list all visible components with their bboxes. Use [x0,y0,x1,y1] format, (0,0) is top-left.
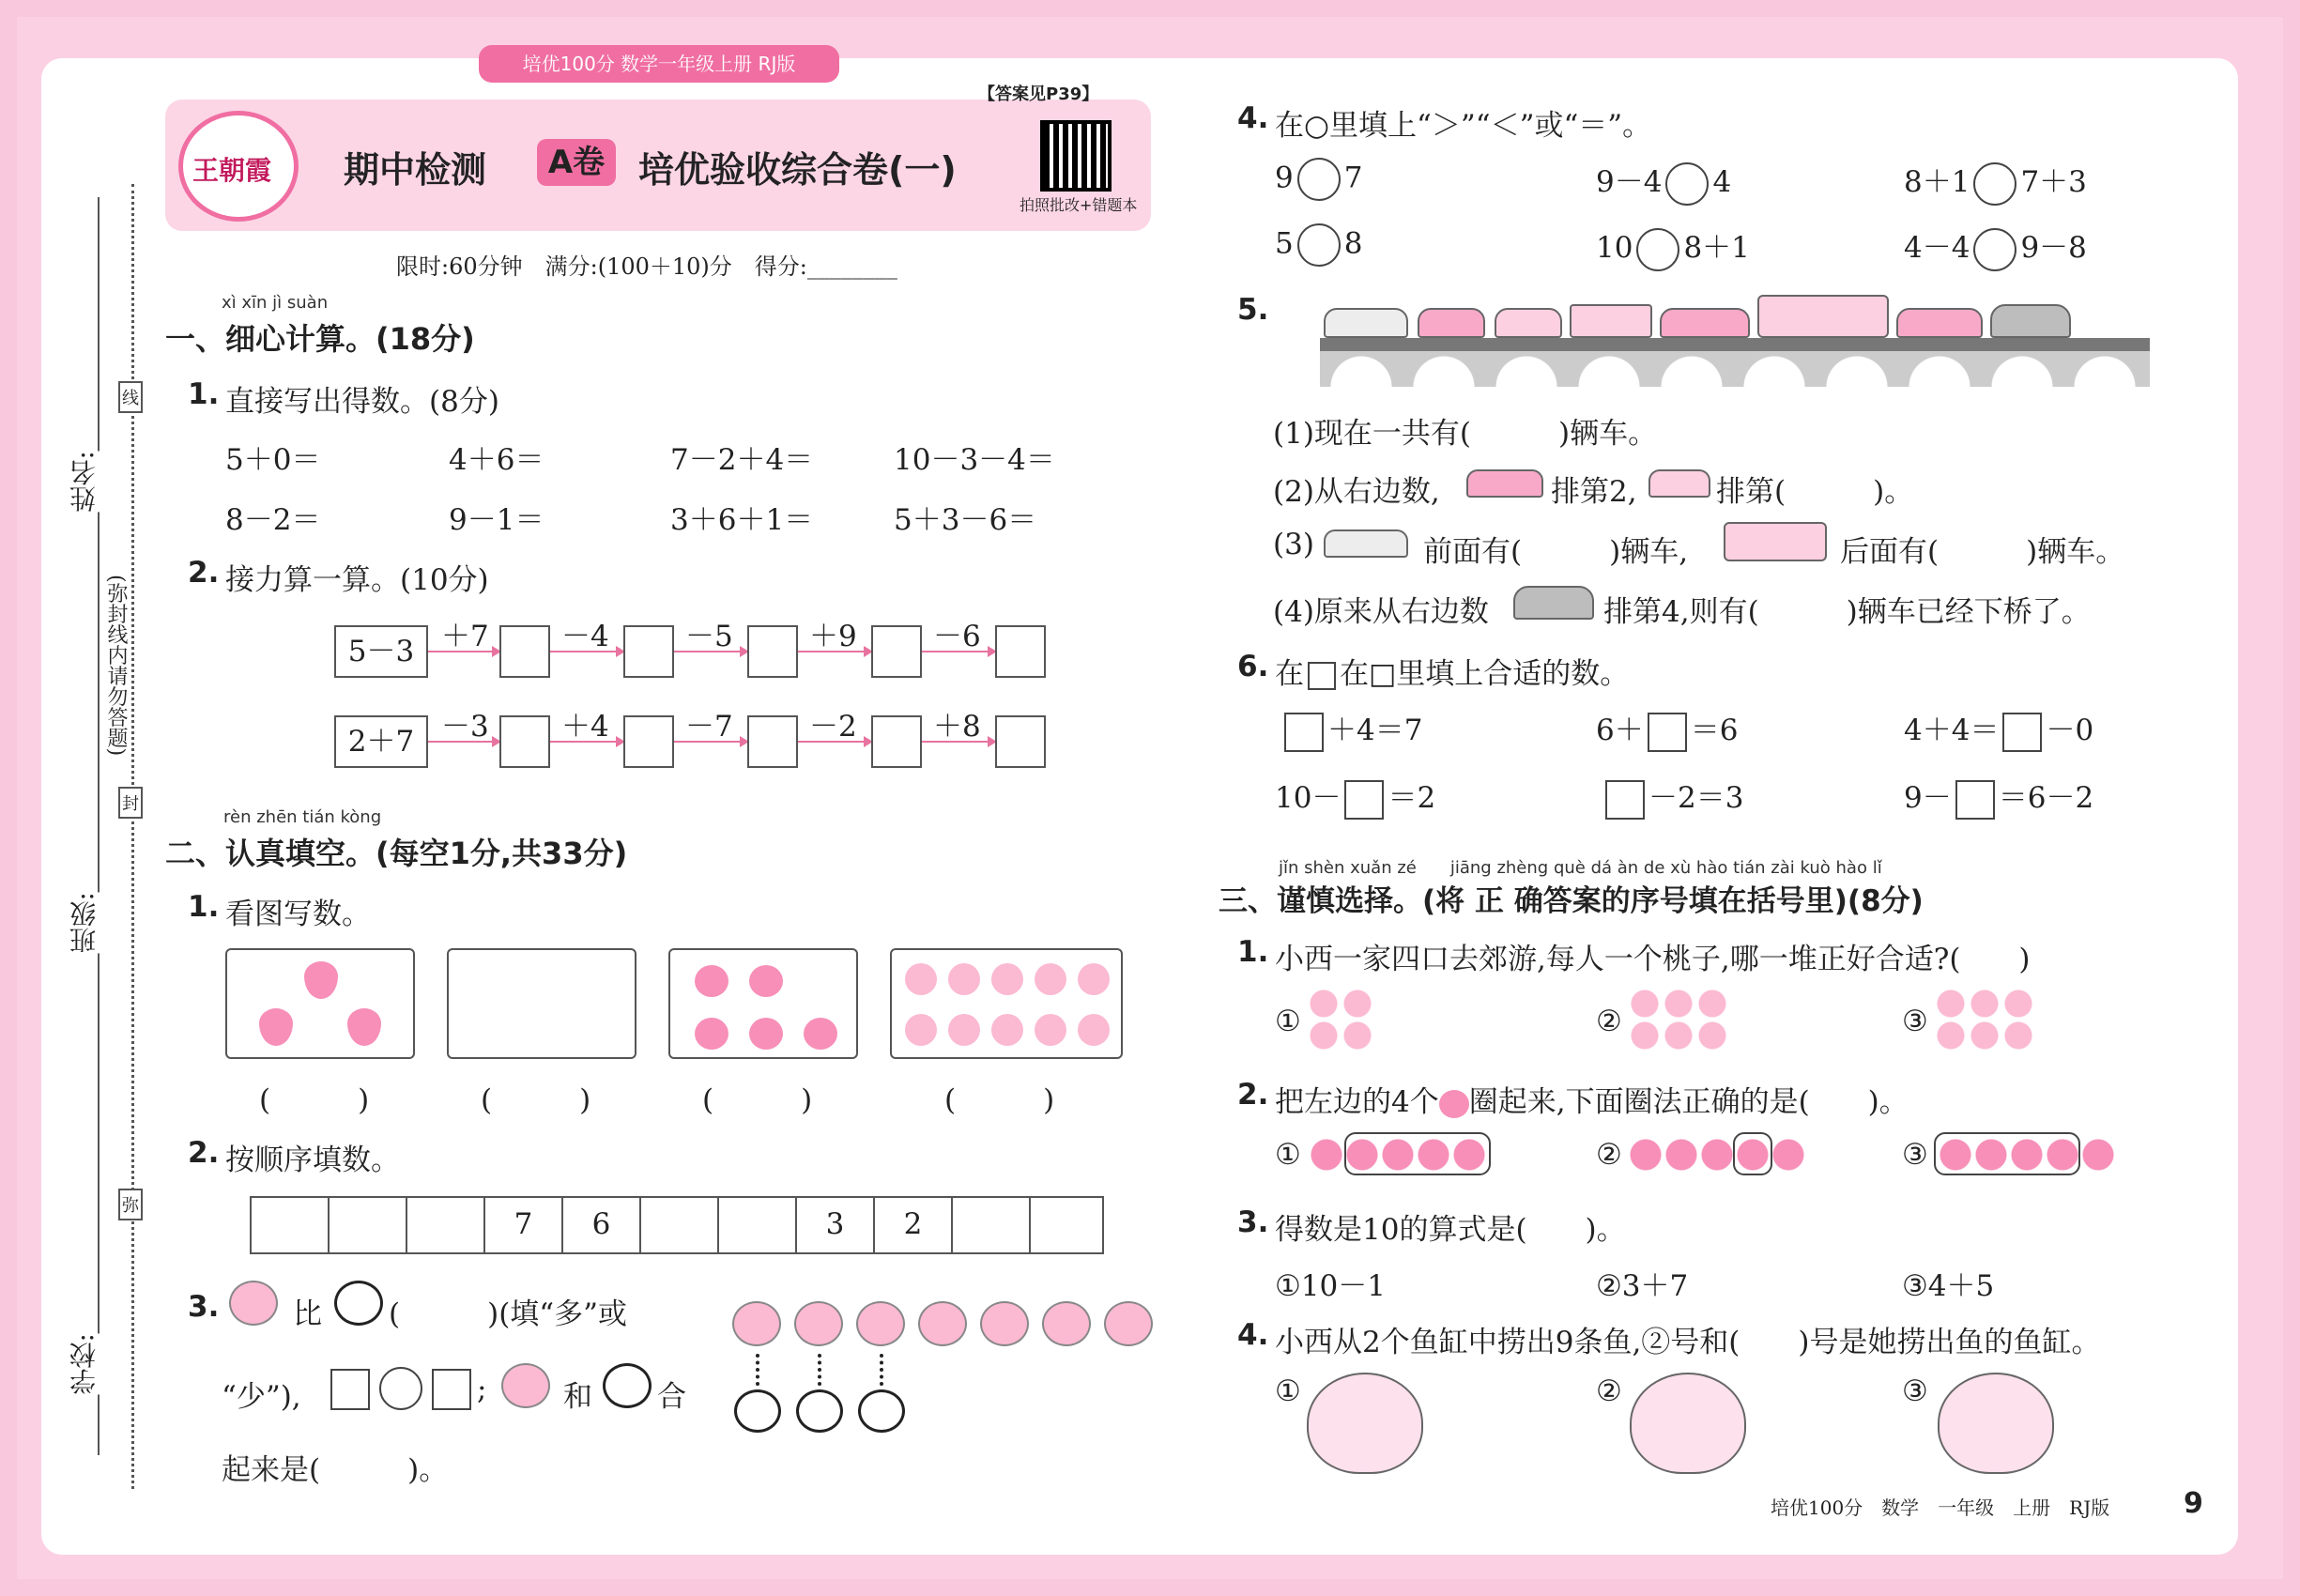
panda-icon [334,1281,383,1326]
fill-expr: ＝6－2 [1998,781,2094,815]
compare-item [1275,223,1362,267]
light-pink-car-icon [1648,469,1710,498]
logo-text: 王朝霞 [192,155,272,186]
chain2-op: －7 [685,710,733,744]
title-main: 期中检测 [344,149,487,191]
bridge-arches [1320,351,2150,387]
fill-expr: －2＝3 [1648,781,1744,815]
compare-item [1596,158,1731,206]
apple-icon [804,1018,837,1050]
school-label: 学校: [66,1333,103,1394]
r-q4-text: 在○里填上“＞”“＜”或“＝”。 [1275,109,1652,143]
c1-num: 1. [1237,935,1269,969]
compare-right: 7 [1343,161,1363,195]
chain2-answer-box[interactable] [747,715,798,768]
sequence-cell[interactable] [641,1198,719,1252]
chain2-op: －3 [441,710,489,744]
q5-sub3c: 后面有( )辆车。 [1840,535,2125,569]
margin-line-left [98,197,100,1455]
fill-expr: ＝6 [1690,714,1739,747]
chain1-op: －4 [561,620,609,653]
option-label[interactable]: ② [1596,1005,1622,1038]
pig-icon [794,1301,843,1346]
chain1-op: ＋7 [441,620,489,653]
compare-right: 4 [1712,165,1732,199]
sec3-title: 三、谨慎选择。(将 正 确答案的序号填在括号里)(8分) [1219,884,1924,918]
compare-right: 8＋1 [1683,231,1750,265]
peach-pile-icon [1307,988,1374,1051]
fill-expr: 9－ [1904,781,1952,815]
peach-icon [1078,1014,1110,1046]
picture-box-peaches [890,948,1123,1059]
fill-item [1280,706,1422,752]
fish-bowl-icon [1307,1373,1423,1474]
calc-item: 9－1＝ [449,503,544,537]
selection-ring [1733,1132,1772,1175]
sequence-cell[interactable] [719,1198,797,1252]
apple-icon [695,1018,728,1050]
compare-right: 7＋3 [2020,165,2087,199]
compare-circle[interactable] [1973,162,2016,206]
compare-item [1904,223,2087,271]
fill-expr: 6＋ [1596,714,1644,747]
peach-icon [1078,963,1110,995]
strawberry-icon [259,1008,293,1046]
peach-pile-icon [1934,988,2035,1051]
calc-item: 5＋3－6＝ [894,503,1037,537]
compare-left: 4－4 [1904,231,1970,265]
chain1-answer-box[interactable] [623,625,674,678]
compare-circle[interactable] [1973,228,2016,271]
sequence-cell[interactable] [252,1198,330,1252]
fill-square[interactable] [1955,780,1995,820]
peach-icon [948,963,980,995]
chain2-op: －2 [809,710,857,744]
sec1-q1-text: 直接写出得数。(8分) [225,385,499,419]
chain1-start-text: 5－3 [347,635,415,668]
pink-car-icon [1466,469,1543,498]
sequence-cell: 6 [563,1198,641,1252]
chain2-answer-box[interactable] [995,715,1046,768]
calc-item: 7－2＋4＝ [670,443,814,477]
c3-num: 3. [1237,1205,1269,1239]
fill-expr: 4＋4＝ [1904,714,2000,747]
chain1-op: －6 [933,620,981,653]
fill-item [1596,706,1738,752]
answer-ref: 【答案见P39】 [978,84,1099,104]
calc-item: 5＋0＝ [225,443,321,477]
chain2-answer-box[interactable] [623,715,674,768]
compare-circle[interactable] [1636,228,1679,271]
peach-icon [1035,1014,1066,1046]
r-q5-num: 5. [1237,293,1269,327]
qr-code-icon [1040,120,1112,192]
margin-dotted-line [131,184,134,1489]
fill-expr: ＋4＝7 [1327,714,1423,747]
sequence-cell[interactable] [330,1198,407,1252]
option-label[interactable]: ① [1275,1138,1301,1172]
q5-sub4a: (4)原来从右边数 [1273,595,1489,629]
apple-icon [749,1018,783,1050]
q3-text5: 合 [657,1380,686,1414]
bridge-picture [1320,291,2150,389]
answer-square[interactable] [330,1369,370,1410]
answer-blank[interactable]: ( ) [259,1083,370,1117]
sec3-pinyin: jǐn shèn xuǎn zé jiāng zhèng què dá àn de xù hào tián zài kuò hào lǐ [1279,858,1882,878]
apple-icon [1439,1090,1469,1118]
apple-icon [749,965,783,997]
chain1-answer-box[interactable] [747,625,798,678]
peach-icon [905,1014,937,1046]
fill-square[interactable] [1648,713,1687,752]
sequence-cell: 2 [875,1198,953,1252]
fill-expr: 10－ [1275,781,1342,815]
sec2-q2-text: 按顺序填数。 [225,1143,400,1177]
sequence-cell: 7 [485,1198,563,1252]
chain2-op: ＋8 [933,710,981,744]
r-q6-text [1275,650,1629,692]
fill-expr: ＝2 [1388,781,1436,815]
sequence-cell: 3 [797,1198,875,1252]
c4-text: 小西从2个鱼缸中捞出9条鱼,②号和( )号是她捞出鱼的鱼缸。 [1275,1326,2101,1359]
q3-text1: 比 [293,1297,322,1331]
answer-square[interactable] [432,1369,471,1410]
strawberry-icon [304,961,338,999]
panda-icon [603,1363,652,1408]
truck-icon [1570,304,1652,338]
peach-icon [991,963,1023,995]
pig-icon [856,1301,905,1346]
compare-left: 10 [1596,231,1633,265]
c2-text [1275,1078,1909,1120]
c1-text: 小西一家四口去郊游,每人一个桃子,哪一堆正好合适?( ) [1275,943,2031,976]
strawberry-icon [347,1008,381,1046]
sec1-title: 一、细心计算。(18分) [165,321,475,357]
c2-num: 2. [1237,1078,1269,1112]
selection-ring [1344,1132,1491,1175]
fill-square[interactable] [2002,713,2042,752]
peach-icon [1035,963,1066,995]
option-label[interactable]: ③ [1902,1374,1928,1408]
compare-right: 8 [1343,226,1363,261]
car-icon [1896,308,1983,338]
q6-text-a: 在 [1275,657,1304,691]
calc-item: 8－2＝ [225,503,321,537]
chain1-start [334,625,428,678]
apple-icon [695,965,728,997]
c2-text-a: 把左边的4个 [1275,1085,1439,1119]
sec2-pinyin: rèn zhēn tián kòng [223,807,382,827]
r-q6-num: 6. [1237,650,1269,683]
answer-blank[interactable]: ( ) [481,1083,591,1117]
class-label: 班级: [66,892,103,953]
calc-item: 10－3－4＝ [894,443,1055,477]
car-icon [1660,308,1750,338]
chain1-answer-box[interactable] [871,625,922,678]
q5-sub2c: 排第( )。 [1716,475,1914,509]
fill-item [1275,774,1435,820]
sec2-q3-num: 3. [188,1290,220,1324]
sec1-q2-text: 接力算一算。(10分) [225,563,489,597]
compare-left: 9 [1275,161,1294,195]
option-label[interactable]: ② [1596,1374,1622,1408]
sec2-q2-num: 2. [188,1136,220,1170]
fish-bowl-icon [1938,1373,2054,1474]
pig-icon [732,1301,781,1346]
sequence-cell[interactable] [407,1198,485,1252]
fill-square[interactable] [1344,780,1384,820]
chain2-start-text: 2＋7 [347,725,415,759]
chain2-answer-box[interactable] [871,715,922,768]
compare-item [1596,223,1750,271]
compare-right: 9－8 [2020,231,2087,265]
option-label[interactable]: ② [1596,1138,1622,1172]
picture-box-empty [447,948,636,1059]
dotted-connector [818,1354,821,1386]
q3-semicolon: ; [477,1373,487,1406]
sequence-strip [250,1196,1104,1254]
bus-icon [1757,295,1889,338]
q5-sub3b: 前面有( )辆车, [1423,535,1689,569]
compare-item [1275,158,1362,201]
fish-bowl-icon [1630,1373,1746,1474]
picture-box-apples [668,948,858,1059]
bridge-deck [1320,338,2150,351]
compare-circle[interactable] [379,1367,422,1410]
compare-left: 8＋1 [1904,165,1970,199]
sec1-q1-num: 1. [188,377,220,411]
margin-char-line: 线 [118,381,143,413]
chain2-start [334,715,428,768]
q5-sub4b: 排第4,则有( )辆车已经下桥了。 [1603,595,2091,629]
compare-left: 9－4 [1596,165,1663,199]
car-icon [1495,308,1562,338]
pig-icon [1104,1301,1153,1346]
margin-char-mi: 弥 [118,1189,143,1220]
compare-item [1904,158,2087,206]
fill-square[interactable] [1284,713,1324,752]
pig-icon [1042,1301,1091,1346]
footer-text: 培优100分 数学 一年级 上册 RJ版 [1771,1496,2110,1519]
q3-text4: 和 [563,1380,592,1414]
peach-icon [905,963,937,995]
option-label[interactable]: ③4＋5 [1902,1269,1995,1303]
chain2-op: ＋4 [561,710,609,744]
qr-caption: 拍照批改+错题本 [1020,196,1138,214]
sec1-pinyin: xì xīn jì suàn [222,293,329,313]
answer-blank[interactable]: ( ) [702,1083,813,1117]
sec2-q1-num: 1. [188,890,220,924]
chain2-answer-box[interactable] [499,715,550,768]
panda-icon [734,1389,781,1433]
sec2-q1-text: 看图写数。 [225,898,371,931]
option-label[interactable]: ③ [1902,1138,1928,1172]
r-q4-num: 4. [1237,101,1269,135]
q5-sub3a: (3) [1273,528,1314,561]
fill-item [1904,774,2093,820]
chain1-answer-box[interactable] [995,625,1046,678]
c2-text-b: 圈起来,下面圈法正确的是( )。 [1468,1085,1909,1119]
title-sub: 培优验收综合卷(一) [638,149,957,191]
picture-box-strawberries [225,948,415,1059]
fill-expr: －0 [2046,714,2094,747]
apple-row-icon [1628,1138,1806,1172]
q3-text3: “少”), [222,1380,301,1414]
c4-num: 4. [1237,1318,1269,1352]
compare-circle[interactable] [1297,223,1341,267]
fill-square[interactable] [1605,780,1645,820]
car-icon [1324,308,1408,338]
dotted-connector [756,1354,759,1386]
panda-icon [796,1389,843,1433]
q5-sub2a: (2)从右边数, [1273,475,1440,509]
white-car-icon [1324,529,1408,558]
compare-left: 5 [1275,226,1294,261]
pig-icon [501,1363,550,1408]
answer-blank[interactable]: ( ) [944,1083,1055,1117]
pig-icon [980,1301,1029,1346]
sec2-title: 二、认真填空。(每空1分,共33分) [165,836,628,871]
option-label[interactable]: ①10－1 [1275,1269,1386,1303]
gray-car-icon [1513,586,1594,620]
pig-icon [229,1281,278,1326]
sequence-cell[interactable] [953,1198,1031,1252]
title-badge: A卷 [537,139,616,186]
q5-sub1: (1)现在一共有( )辆车。 [1273,417,1658,451]
square-icon [1308,662,1336,690]
seal-note: (弥封线内请勿答题) [101,575,130,756]
chain1-answer-box[interactable] [499,625,550,678]
compare-circle[interactable] [1665,162,1709,206]
name-label: 姓名: [66,451,103,512]
q6-text-b: 在□里填上合适的数。 [1340,657,1630,691]
selection-ring [1934,1132,2080,1175]
q3-text6: 起来是( )。 [222,1453,449,1487]
peach-icon [948,1014,980,1046]
car-icon [1418,308,1485,338]
option-label[interactable]: ②3＋7 [1596,1269,1689,1303]
exam-info: 限时:60分钟 满分:(100＋10)分 得分:________ [396,253,897,280]
option-label[interactable]: ① [1275,1374,1301,1408]
page-number: 9 [2184,1487,2203,1520]
calc-item: 3＋6＋1＝ [670,503,814,537]
peach-icon [991,1014,1023,1046]
pig-icon [918,1301,967,1346]
fill-item [1904,706,2093,752]
fill-item [1602,774,1743,820]
option-label[interactable]: ③ [1902,1005,1928,1038]
sec1-q2-num: 2. [188,556,220,590]
dotted-connector [880,1354,883,1386]
chain1-op: ＋9 [809,620,857,653]
peach-pile-icon [1628,988,1729,1051]
option-label[interactable]: ① [1275,1005,1301,1038]
compare-circle[interactable] [1297,158,1341,201]
panda-icon [858,1389,905,1433]
calc-item: 4＋6＝ [449,443,544,477]
bus-icon [1724,522,1827,561]
car-icon [1990,304,2071,338]
chain1-op: －5 [685,620,733,653]
q5-sub2b: 排第2, [1551,475,1637,509]
c3-text: 得数是10的算式是( )。 [1275,1213,1626,1247]
sequence-cell[interactable] [1031,1198,1104,1252]
q3-text2: ( )(填“多”或 [389,1297,627,1331]
header-tab: 培优100分 数学一年级上册 RJ版 [479,45,839,83]
margin-char-seal: 封 [118,787,143,819]
